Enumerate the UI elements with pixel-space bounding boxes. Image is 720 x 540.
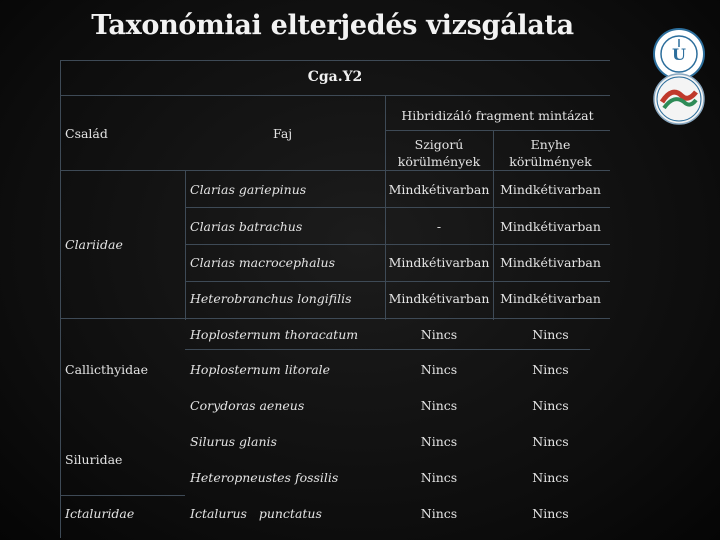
strict-cell: - xyxy=(436,219,442,234)
species-cell: Corydoras aeneus xyxy=(190,398,305,413)
table-line xyxy=(60,60,610,61)
mild-cell: Nincs xyxy=(532,470,569,485)
mild-cell: Nincs xyxy=(532,398,569,413)
table-line xyxy=(60,170,185,171)
family-label: Callicthyidae xyxy=(65,362,148,377)
mild-cell: Mindkétivarban xyxy=(500,291,601,306)
mild-cell: Mindkétivarban xyxy=(500,255,601,270)
species-cell: Clarias gariepinus xyxy=(190,182,307,197)
family-label: Siluridae xyxy=(65,452,123,467)
species-cell: Heteropneustes fossilis xyxy=(190,470,339,485)
strict-cell: Nincs xyxy=(420,470,458,485)
mild-conditions-header: Enyhe körülmények xyxy=(509,137,592,169)
mild-cell: Nincs xyxy=(532,327,569,342)
species-cell: Ictalurus punctatus xyxy=(190,506,322,521)
table-line xyxy=(60,318,610,319)
mild-cell: Nincs xyxy=(532,362,569,377)
family-label: Clariidae xyxy=(65,237,123,252)
strict-cell: Mindkétivarban xyxy=(388,291,490,306)
table-line xyxy=(185,349,590,350)
mild-cell: Mindkétivarban xyxy=(500,182,601,197)
table-line xyxy=(185,207,610,208)
species-cell: Clarias macrocephalus xyxy=(190,255,336,270)
mild-cell: Mindkétivarban xyxy=(500,219,601,234)
mild-cell: Nincs xyxy=(532,506,569,521)
table-line xyxy=(185,170,610,171)
table-line xyxy=(185,281,610,282)
institute-logo-icon xyxy=(652,72,706,126)
family-header: Család xyxy=(65,126,108,141)
strict-cell: Nincs xyxy=(420,434,458,449)
table-line xyxy=(60,95,610,96)
mild-cell: Nincs xyxy=(532,434,569,449)
strict-cell: Nincs xyxy=(420,506,458,521)
species-cell: Silurus glanis xyxy=(190,434,277,449)
table-line xyxy=(60,495,185,496)
family-label: Ictaluridae xyxy=(65,506,135,521)
table-line xyxy=(60,60,61,538)
species-header: Faj xyxy=(273,126,293,141)
species-cell: Hoplosternum litorale xyxy=(190,362,331,377)
svg-text:U: U xyxy=(672,45,686,64)
species-cell: Heterobranchus longifilis xyxy=(190,291,352,306)
strict-cell: Mindkétivarban xyxy=(388,182,490,197)
strict-cell: Nincs xyxy=(420,327,458,342)
strict-cell: Mindkétivarban xyxy=(388,255,490,270)
strict-conditions-header: Szigorú körülmények xyxy=(397,137,481,169)
species-cell: Clarias batrachus xyxy=(190,219,303,234)
fragment-header: Hibridizáló fragment mintázat xyxy=(401,108,594,123)
species-cell: Hoplosternum thoracatum xyxy=(190,327,359,342)
table-line xyxy=(385,130,610,131)
table-line xyxy=(185,244,610,245)
strict-cell: Nincs xyxy=(420,398,458,413)
probe-header: Cga.Y2 xyxy=(307,69,363,85)
strict-cell: Nincs xyxy=(420,362,458,377)
slide-title: Taxonómiai elterjedés vizsgálata xyxy=(91,10,574,41)
table-line xyxy=(185,170,186,320)
